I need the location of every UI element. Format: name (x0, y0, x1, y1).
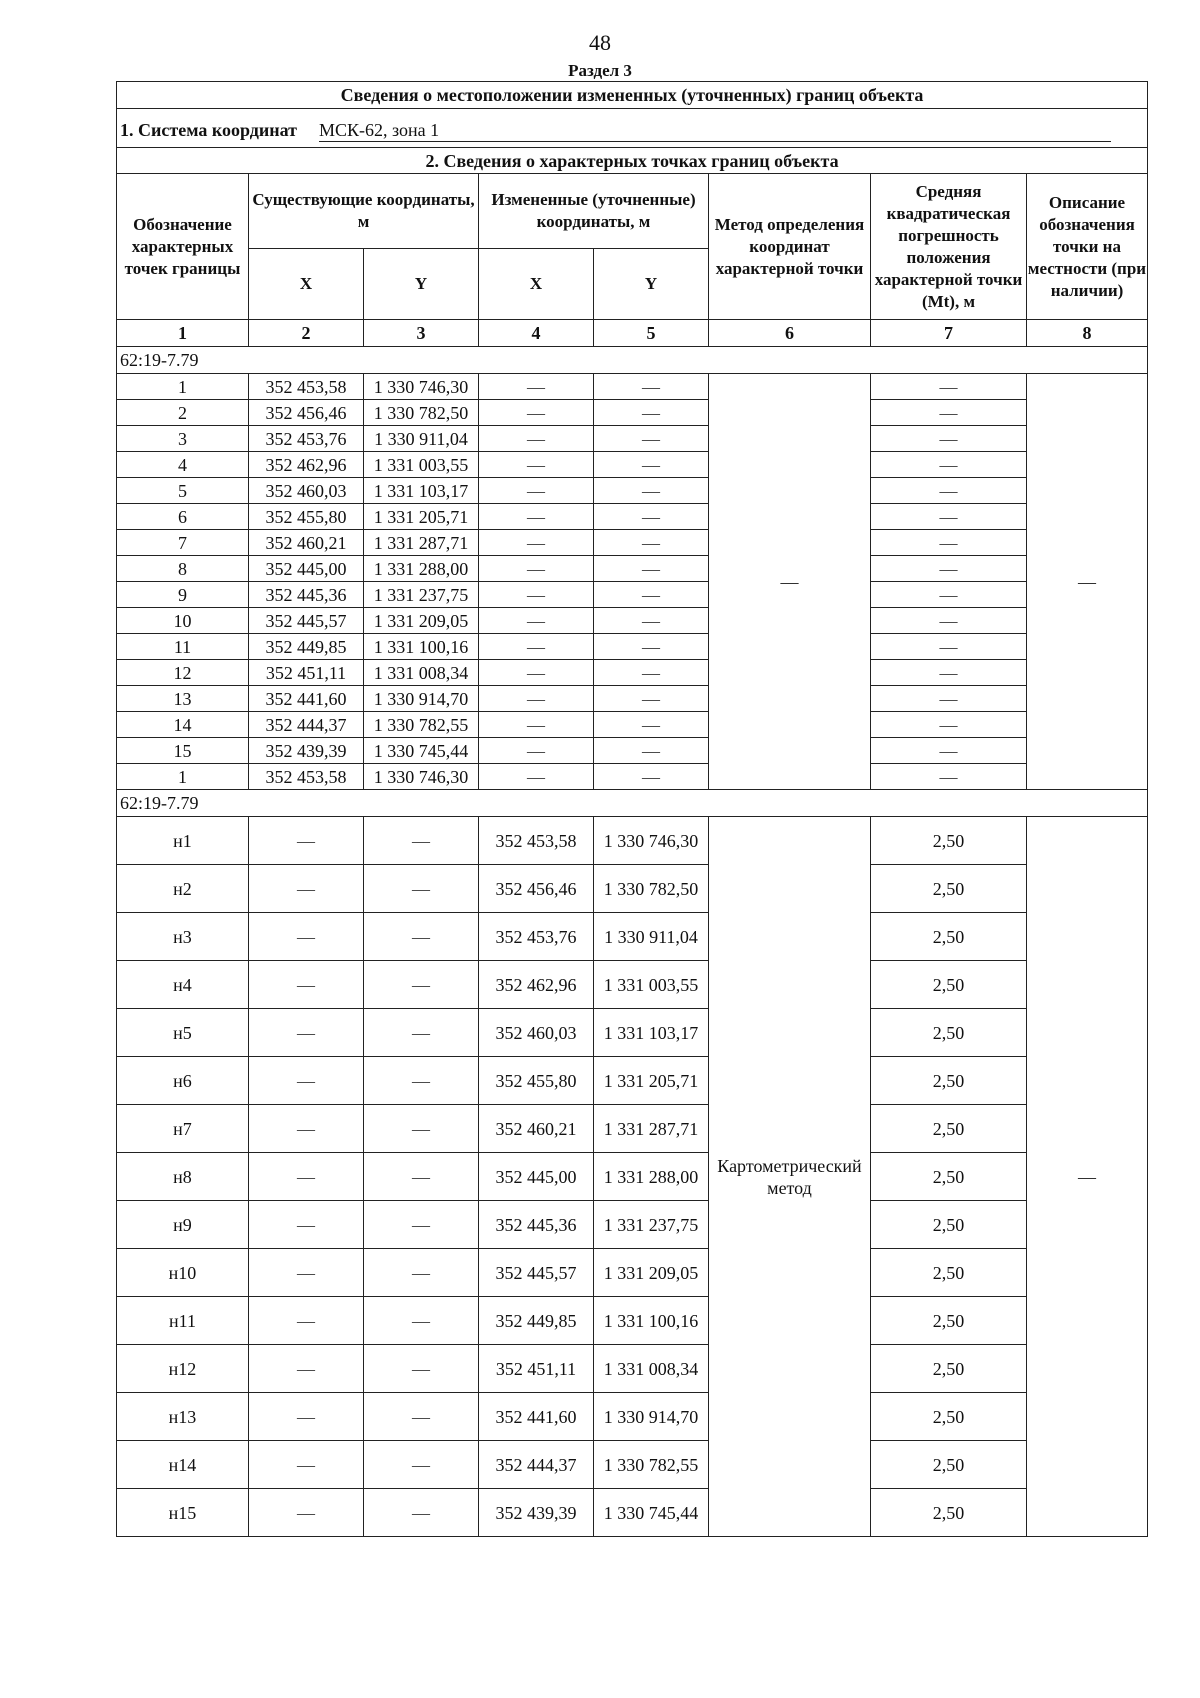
existing-y: 1 330 745,44 (364, 738, 479, 764)
col-number: 8 (1027, 320, 1148, 347)
existing-y: 1 330 782,50 (364, 400, 479, 426)
point-number: 4 (117, 452, 249, 478)
existing-y: — (364, 913, 479, 961)
mt-value: — (871, 400, 1027, 426)
table-row (117, 913, 1148, 961)
point-number: н15 (117, 1489, 249, 1537)
existing-y: 1 330 914,70 (364, 686, 479, 712)
table-row (117, 1201, 1148, 1249)
existing-x: — (249, 913, 364, 961)
existing-x: 352 441,60 (249, 686, 364, 712)
header-existing-coords: Существующие координаты, м (249, 174, 479, 249)
table-row (117, 865, 1148, 913)
existing-x: 352 445,57 (249, 608, 364, 634)
changed-x: — (479, 374, 594, 400)
changed-y: 1 331 008,34 (594, 1345, 709, 1393)
existing-y: 1 330 746,30 (364, 374, 479, 400)
point-number: 7 (117, 530, 249, 556)
header-description: Описание обозначения точки на местности (при наличии) (1027, 174, 1148, 320)
coord-system-label: 1. Система координат (120, 119, 297, 140)
existing-y: 1 331 288,00 (364, 556, 479, 582)
point-number: н10 (117, 1249, 249, 1297)
description-value: — (1027, 374, 1148, 790)
point-number: 6 (117, 504, 249, 530)
existing-y: — (364, 1489, 479, 1537)
header-changed-coords: Измененные (уточненные) координаты, м (479, 174, 709, 249)
point-number: 9 (117, 582, 249, 608)
col-number: 2 (249, 320, 364, 347)
mt-value: — (871, 608, 1027, 634)
table-row (117, 1441, 1148, 1489)
point-number: н12 (117, 1345, 249, 1393)
point-number: 3 (117, 426, 249, 452)
changed-x: — (479, 764, 594, 790)
changed-x: — (479, 504, 594, 530)
point-number: н2 (117, 865, 249, 913)
coord-system-value: МСК-62, зона 1 (319, 119, 1111, 142)
changed-x: — (479, 582, 594, 608)
parcel-row (117, 790, 1148, 817)
col-number: 3 (364, 320, 479, 347)
point-number: 10 (117, 608, 249, 634)
existing-y: — (364, 1393, 479, 1441)
changed-y: — (594, 764, 709, 790)
existing-x: — (249, 1057, 364, 1105)
changed-x: 352 460,03 (479, 1009, 594, 1057)
boundary-points-table (116, 81, 1148, 1537)
table-row (117, 556, 1148, 582)
header-existing-x: X (249, 249, 364, 320)
existing-x: — (249, 961, 364, 1009)
existing-x: — (249, 1201, 364, 1249)
mt-value: 2,50 (871, 865, 1027, 913)
existing-y: 1 330 746,30 (364, 764, 479, 790)
points-subtitle: 2. Сведения о характерных точках границ объекта (117, 148, 1148, 174)
mt-value: 2,50 (871, 1057, 1027, 1105)
mt-value: — (871, 556, 1027, 582)
mt-value: 2,50 (871, 961, 1027, 1009)
existing-x: — (249, 1009, 364, 1057)
mt-value: — (871, 686, 1027, 712)
mt-value: — (871, 374, 1027, 400)
changed-x: 352 445,00 (479, 1153, 594, 1201)
changed-y: 1 331 103,17 (594, 1009, 709, 1057)
mt-value: 2,50 (871, 1297, 1027, 1345)
existing-y: 1 331 205,71 (364, 504, 479, 530)
changed-x: — (479, 738, 594, 764)
table-row (117, 582, 1148, 608)
existing-y: — (364, 1153, 479, 1201)
parcel-number: 62:19-7.79 (117, 790, 1148, 817)
existing-y: — (364, 1105, 479, 1153)
changed-y: — (594, 738, 709, 764)
existing-x: 352 445,00 (249, 556, 364, 582)
changed-y: — (594, 452, 709, 478)
existing-y: 1 331 008,34 (364, 660, 479, 686)
header-changed-x: X (479, 249, 594, 320)
existing-y: 1 330 782,55 (364, 712, 479, 738)
table-row (117, 530, 1148, 556)
mt-value: — (871, 582, 1027, 608)
changed-y: 1 330 914,70 (594, 1393, 709, 1441)
table-row (117, 608, 1148, 634)
point-number: н7 (117, 1105, 249, 1153)
changed-x: 352 444,37 (479, 1441, 594, 1489)
changed-x: — (479, 634, 594, 660)
changed-y: — (594, 556, 709, 582)
changed-x: — (479, 608, 594, 634)
changed-x: — (479, 478, 594, 504)
page-number: 48 (589, 30, 611, 55)
changed-y: — (594, 478, 709, 504)
existing-x: — (249, 865, 364, 913)
changed-y: 1 330 745,44 (594, 1489, 709, 1537)
table-row (117, 1009, 1148, 1057)
table-row (117, 1345, 1148, 1393)
existing-x: 352 449,85 (249, 634, 364, 660)
existing-y: — (364, 1297, 479, 1345)
point-number: н3 (117, 913, 249, 961)
description-value: — (1027, 817, 1148, 1537)
existing-y: — (364, 817, 479, 865)
existing-x: 352 456,46 (249, 400, 364, 426)
header-point-designation: Обозначение характерных точек границы (117, 174, 249, 320)
changed-x: 352 456,46 (479, 865, 594, 913)
changed-y: — (594, 400, 709, 426)
changed-y: 1 330 782,55 (594, 1441, 709, 1489)
changed-y: 1 331 003,55 (594, 961, 709, 1009)
point-number: н8 (117, 1153, 249, 1201)
existing-x: 352 451,11 (249, 660, 364, 686)
changed-y: 1 330 782,50 (594, 865, 709, 913)
col-number: 6 (709, 320, 871, 347)
existing-x: — (249, 1489, 364, 1537)
existing-x: 352 444,37 (249, 712, 364, 738)
changed-x: 352 439,39 (479, 1489, 594, 1537)
changed-x: 352 453,76 (479, 913, 594, 961)
changed-y: — (594, 660, 709, 686)
table-row (117, 738, 1148, 764)
changed-x: — (479, 400, 594, 426)
mt-value: — (871, 634, 1027, 660)
changed-y: — (594, 504, 709, 530)
changed-x: 352 441,60 (479, 1393, 594, 1441)
existing-y: 1 331 003,55 (364, 452, 479, 478)
table-row (117, 961, 1148, 1009)
existing-x: 352 460,21 (249, 530, 364, 556)
changed-y: 1 331 237,75 (594, 1201, 709, 1249)
existing-x: — (249, 817, 364, 865)
existing-x: — (249, 1345, 364, 1393)
mt-value: 2,50 (871, 817, 1027, 865)
point-number: 11 (117, 634, 249, 660)
changed-y: — (594, 426, 709, 452)
changed-y: 1 331 287,71 (594, 1105, 709, 1153)
changed-y: 1 330 911,04 (594, 913, 709, 961)
table-title: Сведения о местоположении измененных (уточненных) границ объекта (117, 82, 1148, 109)
changed-x: — (479, 530, 594, 556)
changed-y: — (594, 582, 709, 608)
changed-y: — (594, 530, 709, 556)
table-row (117, 1105, 1148, 1153)
changed-y: 1 330 746,30 (594, 817, 709, 865)
changed-y: — (594, 712, 709, 738)
point-number: 13 (117, 686, 249, 712)
changed-x: 352 462,96 (479, 961, 594, 1009)
existing-x: 352 453,58 (249, 374, 364, 400)
point-number: 2 (117, 400, 249, 426)
mt-value: — (871, 660, 1027, 686)
existing-y: — (364, 1057, 479, 1105)
existing-y: 1 331 209,05 (364, 608, 479, 634)
changed-x: — (479, 556, 594, 582)
mt-value: 2,50 (871, 1345, 1027, 1393)
table-row (117, 764, 1148, 790)
existing-y: — (364, 1009, 479, 1057)
existing-y: — (364, 1345, 479, 1393)
changed-x: — (479, 686, 594, 712)
mt-value: 2,50 (871, 1009, 1027, 1057)
existing-y: 1 331 100,16 (364, 634, 479, 660)
point-number: н5 (117, 1009, 249, 1057)
existing-x: — (249, 1441, 364, 1489)
mt-value: — (871, 452, 1027, 478)
existing-y: 1 331 287,71 (364, 530, 479, 556)
existing-x: 352 453,76 (249, 426, 364, 452)
header-changed-y: Y (594, 249, 709, 320)
table-row (117, 504, 1148, 530)
point-number: 1 (117, 374, 249, 400)
point-number: н6 (117, 1057, 249, 1105)
parcel-row (117, 347, 1148, 374)
point-number: н14 (117, 1441, 249, 1489)
changed-y: 1 331 100,16 (594, 1297, 709, 1345)
existing-x: — (249, 1297, 364, 1345)
existing-y: — (364, 961, 479, 1009)
mt-value: — (871, 712, 1027, 738)
table-row (117, 426, 1148, 452)
table-row (117, 452, 1148, 478)
mt-value: — (871, 504, 1027, 530)
existing-x: — (249, 1105, 364, 1153)
table-row (117, 478, 1148, 504)
mt-value: 2,50 (871, 913, 1027, 961)
table-row (117, 1489, 1148, 1537)
changed-y: — (594, 686, 709, 712)
mt-value: 2,50 (871, 1393, 1027, 1441)
mt-value: 2,50 (871, 1153, 1027, 1201)
changed-x: 352 455,80 (479, 1057, 594, 1105)
existing-y: 1 331 103,17 (364, 478, 479, 504)
table-row (117, 686, 1148, 712)
header-existing-y: Y (364, 249, 479, 320)
existing-x: 352 445,36 (249, 582, 364, 608)
existing-y: — (364, 865, 479, 913)
table-row (117, 817, 1148, 865)
mt-value: — (871, 426, 1027, 452)
existing-x: — (249, 1393, 364, 1441)
changed-y: 1 331 205,71 (594, 1057, 709, 1105)
coord-system-row (117, 109, 1148, 148)
changed-x: 352 451,11 (479, 1345, 594, 1393)
existing-x: 352 455,80 (249, 504, 364, 530)
mt-value: — (871, 764, 1027, 790)
col-number: 5 (594, 320, 709, 347)
changed-y: 1 331 288,00 (594, 1153, 709, 1201)
changed-y: — (594, 634, 709, 660)
table-row (117, 1057, 1148, 1105)
changed-x: — (479, 712, 594, 738)
table-row (117, 374, 1148, 400)
existing-x: 352 453,58 (249, 764, 364, 790)
point-number: н9 (117, 1201, 249, 1249)
existing-y: 1 330 911,04 (364, 426, 479, 452)
changed-x: — (479, 452, 594, 478)
existing-x: 352 462,96 (249, 452, 364, 478)
col-number: 7 (871, 320, 1027, 347)
point-number: 5 (117, 478, 249, 504)
table-row (117, 400, 1148, 426)
method-value: Картометрический метод (709, 817, 871, 1537)
table-row (117, 634, 1148, 660)
point-number: н13 (117, 1393, 249, 1441)
header-method: Метод определения координат характерной точки (709, 174, 871, 320)
point-number: н1 (117, 817, 249, 865)
table-row (117, 1153, 1148, 1201)
changed-y: 1 331 209,05 (594, 1249, 709, 1297)
point-number: н4 (117, 961, 249, 1009)
point-number: 1 (117, 764, 249, 790)
section-title: Раздел 3 (568, 61, 632, 80)
col-number: 1 (117, 320, 249, 347)
table-row (117, 1297, 1148, 1345)
point-number: 8 (117, 556, 249, 582)
changed-x: — (479, 426, 594, 452)
point-number: 14 (117, 712, 249, 738)
point-number: 12 (117, 660, 249, 686)
table-row (117, 1249, 1148, 1297)
mt-value: 2,50 (871, 1201, 1027, 1249)
changed-y: — (594, 374, 709, 400)
table-row (117, 1393, 1148, 1441)
existing-y: — (364, 1249, 479, 1297)
changed-x: 352 449,85 (479, 1297, 594, 1345)
changed-x: 352 445,36 (479, 1201, 594, 1249)
parcel-number: 62:19-7.79 (117, 347, 1148, 374)
changed-x: 352 460,21 (479, 1105, 594, 1153)
mt-value: 2,50 (871, 1249, 1027, 1297)
changed-x: 352 453,58 (479, 817, 594, 865)
mt-value: — (871, 478, 1027, 504)
mt-value: 2,50 (871, 1105, 1027, 1153)
point-number: 15 (117, 738, 249, 764)
existing-x: — (249, 1249, 364, 1297)
existing-x: 352 460,03 (249, 478, 364, 504)
existing-y: — (364, 1201, 479, 1249)
mt-value: 2,50 (871, 1489, 1027, 1537)
method-value: — (709, 374, 871, 790)
header-mt: Средняя квадратическая погрешность положения характерной точки (Mt), м (871, 174, 1027, 320)
existing-x: 352 439,39 (249, 738, 364, 764)
existing-x: — (249, 1153, 364, 1201)
col-number: 4 (479, 320, 594, 347)
existing-y: — (364, 1441, 479, 1489)
changed-x: — (479, 660, 594, 686)
table-row (117, 712, 1148, 738)
existing-y: 1 331 237,75 (364, 582, 479, 608)
mt-value: 2,50 (871, 1441, 1027, 1489)
mt-value: — (871, 738, 1027, 764)
mt-value: — (871, 530, 1027, 556)
changed-y: — (594, 608, 709, 634)
point-number: н11 (117, 1297, 249, 1345)
table-row (117, 660, 1148, 686)
changed-x: 352 445,57 (479, 1249, 594, 1297)
